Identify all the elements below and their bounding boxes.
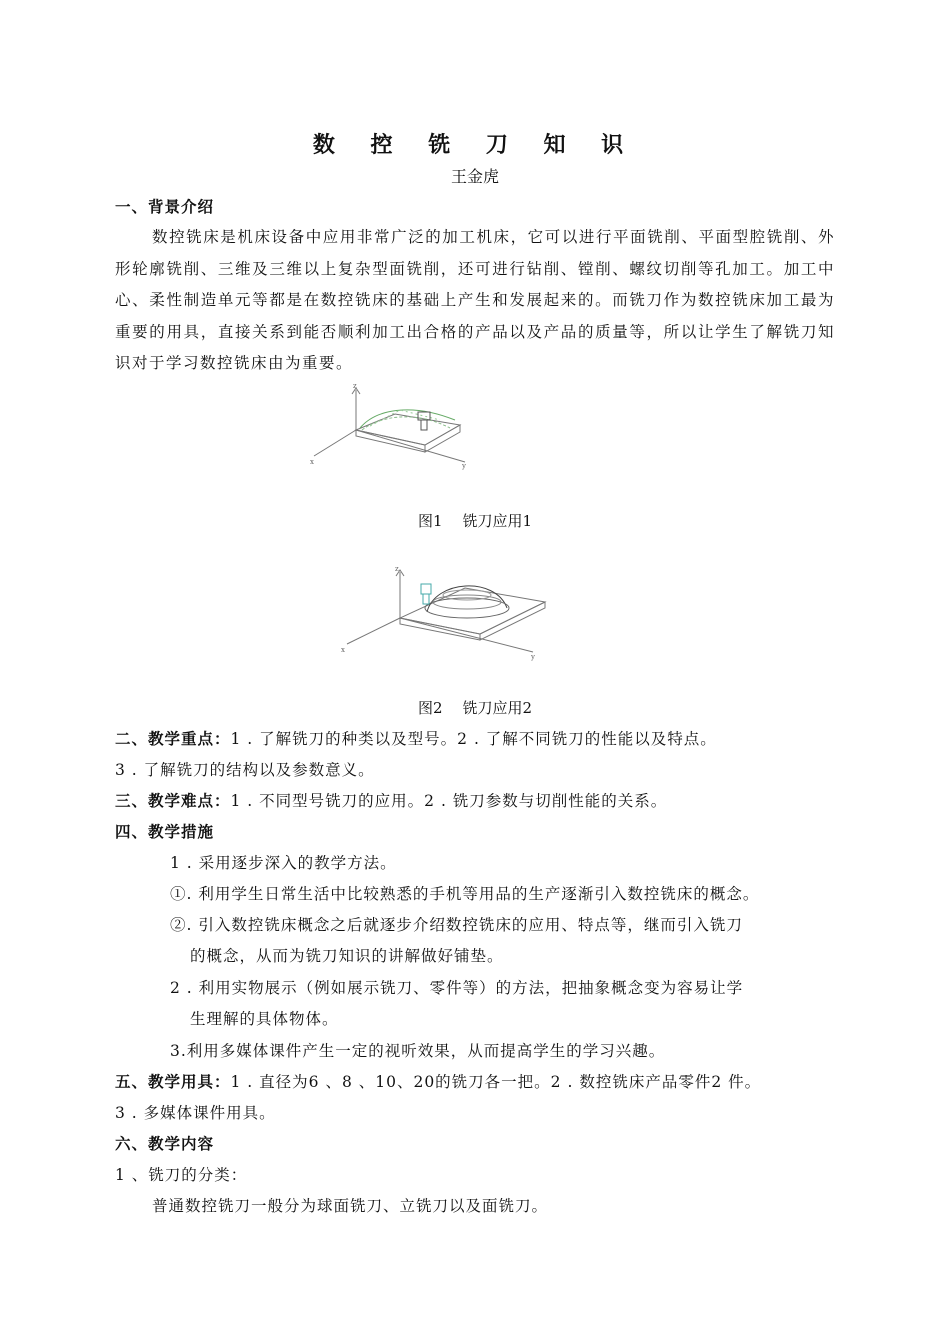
fig2-axis-y-label: y [531, 653, 535, 661]
section-1-heading: 一、背景介绍 [115, 197, 215, 216]
section-2-text-2: 3 . 了解铣刀的结构以及参数意义。 [115, 761, 375, 779]
author-name: 王金虎 [450, 167, 499, 186]
figure-2-caption [0, 697, 950, 718]
section-4-item-1b-line-1: ②. 引入数控铣床概念之后就逐步介绍数控铣床的应用、特点等，继而引入铣刀 [170, 916, 743, 934]
section-4-item-2-line-2: 生理解的具体物体。 [190, 1010, 339, 1028]
figure-2-title: 铣刀应用2 [462, 699, 533, 717]
section-3-heading: 三、教学难点： [115, 791, 231, 810]
section-6-item-1-text: 普通数控铣刀一般分为球面铣刀、立铣刀以及面铣刀。 [152, 1197, 549, 1215]
section-4-item-1: 1 . 采用逐步深入的教学方法。 [170, 854, 397, 872]
document-title: 数 控 铣 刀 知 识 [312, 132, 638, 158]
figure-2-illustration [335, 562, 555, 662]
figure-1-title: 铣刀应用1 [462, 512, 533, 530]
fig1-axis-x-label: x [310, 458, 314, 466]
section-4-item-1b-line-2: 的概念，从而为铣刀知识的讲解做好铺垫。 [190, 947, 504, 965]
figure-1-label: 图1 [417, 512, 443, 530]
section-2-heading: 二、教学重点： [115, 729, 231, 748]
section-2-text-1: 1 . 了解铣刀的种类以及型号。2 . 了解不同铣刀的性能以及特点。 [230, 730, 717, 748]
figure-1-illustration [300, 380, 500, 475]
section-4-item-1a: ①. 利用学生日常生活中比较熟悉的手机等用品的生产逐渐引入数控铣床的概念。 [170, 885, 760, 903]
section-5-heading: 五、教学用具： [115, 1072, 231, 1091]
section-4-item-3: 3.利用多媒体课件产生一定的视听效果，从而提高学生的学习兴趣。 [170, 1042, 666, 1060]
section-1-paragraph: 数控铣床是机床设备中应用非常广泛的加工机床，它可以进行平面铣削、平面型腔铣削、外形轮廓铣削、三维及三维以上复杂型面铣削，还可进行钻削、镗削、螺纹切削等孔加工。加工中心、柔性制造单元等都是在数控铣床的基础上产生和发展起来的。而铣刀作为数控铣床加工最为重要的用具，直接关系到能否顺利加工出合格的产品以及产品的质量等，所以让学生了解铣刀知识对于学习数控铣床由为重要。 [115, 228, 835, 372]
section-6-item-1: 1 、铣刀的分类： [115, 1166, 248, 1184]
section-6-heading: 六、教学内容 [115, 1134, 215, 1153]
section-4-heading: 四、教学措施 [115, 822, 215, 841]
figure-2-label: 图2 [417, 699, 443, 717]
section-5-line-1 [115, 1072, 845, 1092]
figure-1-caption [0, 510, 950, 531]
fig2-axis-x-label: x [341, 646, 345, 654]
fig1-axis-y-label: y [462, 462, 466, 470]
fig2-axis-z-label: z [395, 565, 399, 573]
section-5-text-2: 3 . 多媒体课件用具。 [115, 1104, 276, 1122]
section-3-text: 1 . 不同型号铣刀的应用。2 . 铣刀参数与切削性能的关系。 [230, 792, 668, 810]
fig1-axis-z-label: z [353, 382, 357, 390]
section-2-line-1 [115, 729, 845, 749]
section-4-item-2-line-1: 2 . 利用实物展示（例如展示铣刀、零件等）的方法，把抽象概念变为容易让学 [170, 979, 744, 997]
section-5-text-1: 1 . 直径为6 、8 、10、20的铣刀各一把。2 . 数控铣床产品零件2 件。 [230, 1073, 762, 1091]
section-3-line [115, 791, 845, 811]
